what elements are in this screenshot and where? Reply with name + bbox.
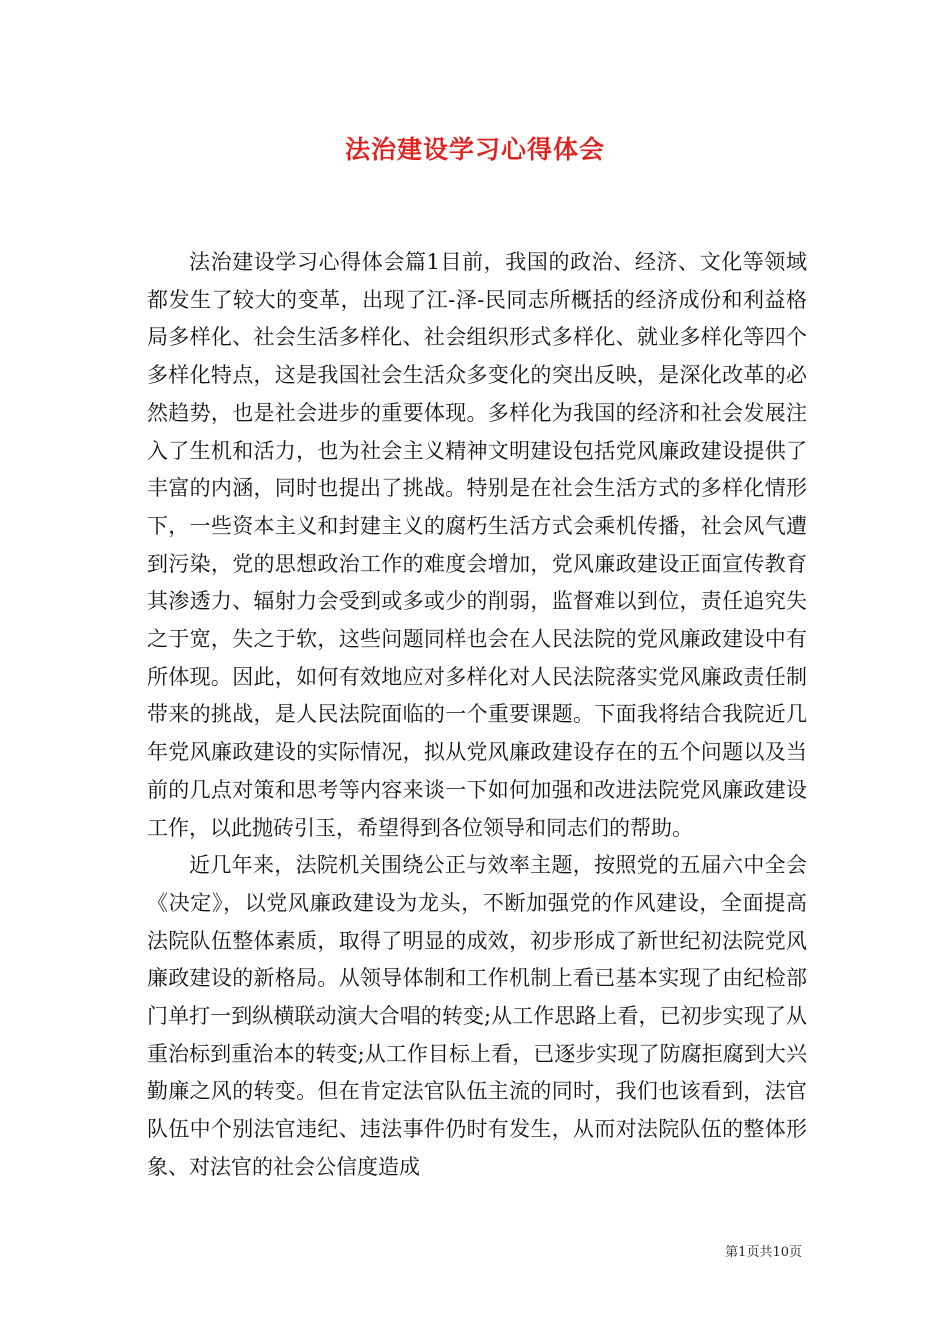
document-body <box>147 244 807 1187</box>
paragraph-1: 法治建设学习心得体会篇1目前，我国的政治、经济、文化等领域都发生了较大的变革，出现了江-泽-民同志所概括的经济成份和利益格局多样化、社会生活多样化、社会组织形式多样化、就业多样化等四个多样化特点，这是我国社会生活众多变化的突出反映，是深化改革的必然趋势，也是社会进步的重要体现。多样化为我国的经济和社会发展注入了生机和活力，也为社会主义精神文明建设包括党风廉政建设提供了丰富的内涵，同时也提出了挑战。特别是在社会生活方式的多样化情形下，一些资本主义和封建主义的腐朽生活方式会乘机传播，社会风气遭到污染，党的思想政治工作的难度会增加，党风廉政建设正面宣传教育其渗透力、辐射力会受到或多或少的削弱，监督难以到位，责任追究失之于宽，失之于软，这些问题同样也会在人民法院的党风廉政建设中有所体现。因此，如何有效地应对多样化对人民法院落实党风廉政责任制带来的挑战，是人民法院面临的一个重要课题。下面我将结合我院近几年党风廉政建设的实际情况，拟从党风廉政建设存在的五个问题以及当前的几点对策和思考等内容来谈一下如何加强和改进法院党风廉政建设工作，以此抛砖引玉，希望得到各位领导和同志们的帮助。 <box>147 250 807 840</box>
page-title: 法治建设学习心得体会 <box>344 135 605 164</box>
page-number-footer: 第1页共10页 <box>725 1245 802 1260</box>
paragraph-2: 近几年来，法院机关围绕公正与效率主题，按照党的五届六中全会《决定》，以党风廉政建设为龙头，不断加强党的作风建设，全面提高法院队伍整体素质，取得了明显的成效，初步形成了新世纪初法院党风廉政建设的新格局。从领导体制和工作机制上看已基本实现了由纪检部门单打一到纵横联动演大合唱的转变;从工作思路上看，已初步实现了从重治标到重治本的转变;从工作目标上看，已逐步实现了防腐拒腐到大兴勤廉之风的转变。但在肯定法官队伍主流的同时，我们也该看到，法官队伍中个别法官违纪、违法事件仍时有发生，从而对法院队伍的整体形象、对法官的社会公信度造成 <box>147 853 807 1179</box>
